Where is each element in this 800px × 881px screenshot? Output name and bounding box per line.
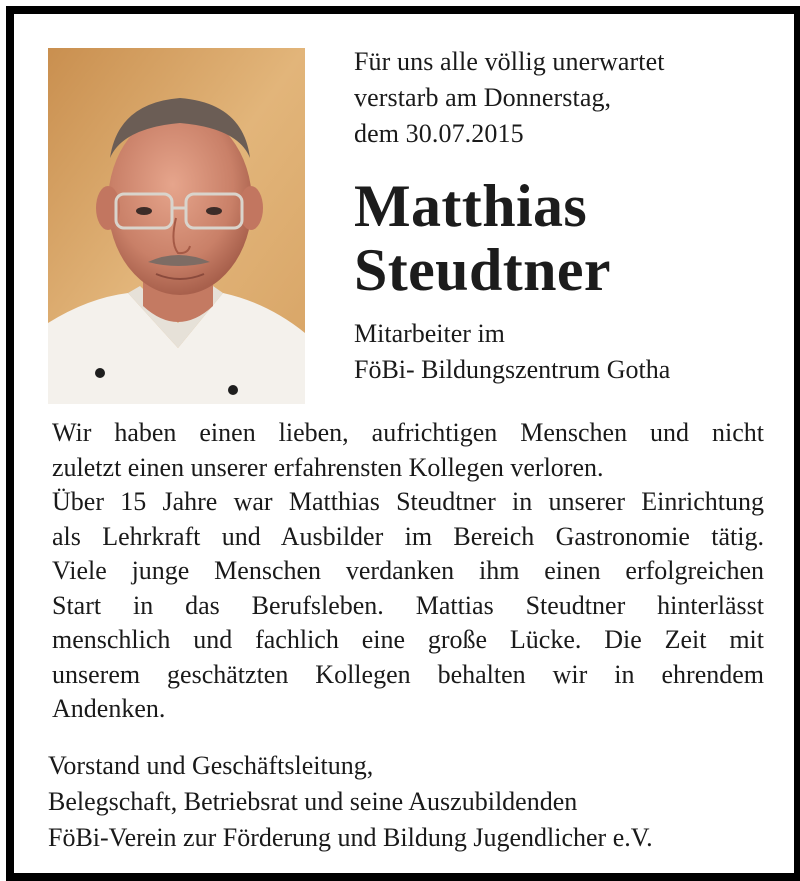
tribute-line: Viele junge Menschen verdanken ihm einen erfolgreichen <box>52 556 764 585</box>
intro-line: verstarb am Donnerstag, <box>354 83 612 112</box>
role-text <box>354 316 670 388</box>
tribute-paragraph <box>52 416 764 727</box>
tribute-line: menschlich und fachlich eine große Lücke. Die Zeit mit <box>52 625 764 654</box>
intro-text <box>354 44 665 152</box>
tribute-line: Andenken. <box>52 694 166 723</box>
tribute-line: Start in das Berufsleben. Mattias Steudtner hinterlässt <box>52 590 764 620</box>
deceased-name <box>354 174 611 302</box>
last-name: Steudtner <box>354 237 611 303</box>
tribute-line: Über 15 Jahre war Matthias Steudtner in unserer Einrichtung <box>52 487 764 516</box>
signature-line: Vorstand und Geschäftsleitung, <box>48 751 374 780</box>
portrait-photo <box>48 48 305 404</box>
death-date: dem 30.07.2015 <box>354 119 524 148</box>
portrait-photo-icon <box>48 48 305 404</box>
signature-block <box>48 748 653 856</box>
obituary-frame <box>6 6 800 881</box>
first-name: Matthias <box>354 173 588 239</box>
signature-line: FöBi-Verein zur Förderung und Bildung Jugendlicher e.V. <box>48 823 653 852</box>
tribute-line: Wir haben einen lieben, aufrichtigen Menschen und nicht <box>52 418 764 447</box>
tribute-line: zuletzt einen unserer erfahrensten Kollegen verloren. <box>52 452 604 482</box>
signature-line: Belegschaft, Betriebsrat und seine Auszubildenden <box>48 787 578 816</box>
employer-line: FöBi- Bildungszentrum Gotha <box>354 355 671 384</box>
tribute-line: als Lehrkraft und Ausbilder im Bereich Gastronomie tätig. <box>52 521 764 551</box>
role-line: Mitarbeiter im <box>354 319 505 348</box>
tribute-line: unserem geschätzten Kollegen behalten wir in ehrendem <box>52 659 764 689</box>
intro-line: Für uns alle völlig unerwartet <box>354 47 665 76</box>
